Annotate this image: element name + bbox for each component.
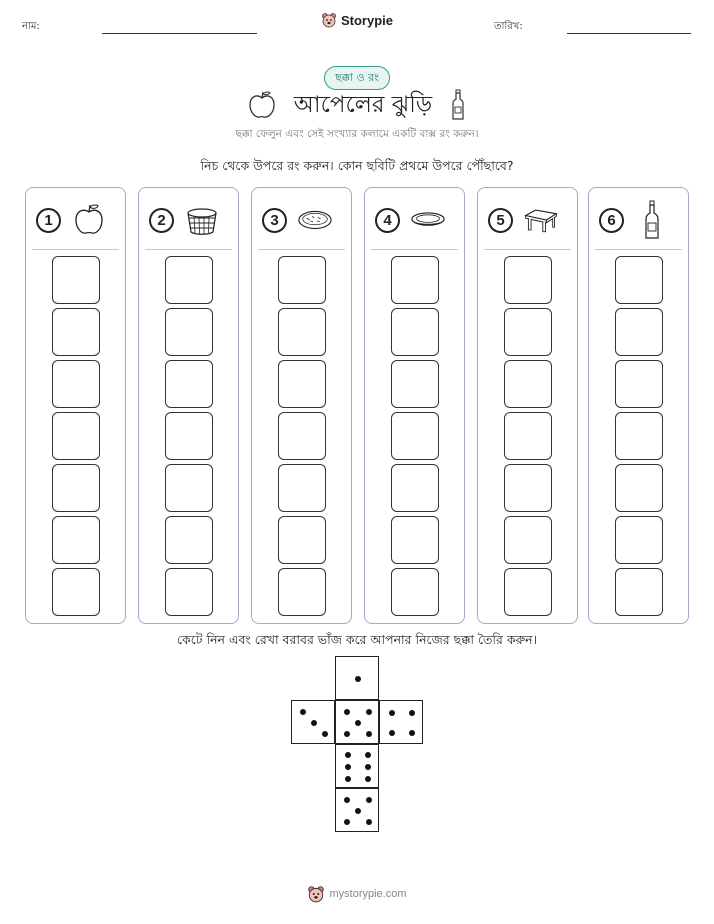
color-box[interactable] <box>278 464 326 512</box>
color-box[interactable] <box>504 464 552 512</box>
color-box[interactable] <box>165 256 213 304</box>
color-box[interactable] <box>278 256 326 304</box>
column-6 <box>588 187 689 624</box>
name-label: নাম: <box>22 21 40 32</box>
column-header <box>36 200 117 240</box>
color-box[interactable] <box>615 256 663 304</box>
column-number: 4 <box>375 208 400 233</box>
bottle-icon <box>634 202 670 238</box>
color-box[interactable] <box>615 464 663 512</box>
bottle-outline-icon <box>450 89 466 121</box>
die-face-5-bottom <box>335 788 379 832</box>
color-box[interactable] <box>278 308 326 356</box>
color-box[interactable] <box>278 412 326 460</box>
color-box[interactable] <box>165 464 213 512</box>
color-box[interactable] <box>391 360 439 408</box>
color-box[interactable] <box>615 516 663 564</box>
stool-icon <box>523 202 559 238</box>
color-box[interactable] <box>52 308 100 356</box>
color-box[interactable] <box>52 568 100 616</box>
color-box[interactable] <box>52 256 100 304</box>
color-box[interactable] <box>391 568 439 616</box>
basket-icon <box>184 202 220 238</box>
date-line <box>567 33 691 34</box>
column-4 <box>364 187 465 624</box>
bear-icon <box>321 12 337 28</box>
column-number: 6 <box>599 208 624 233</box>
pie-icon <box>297 202 333 238</box>
brand-name: Storypie <box>340 12 393 28</box>
pie-dish-icon <box>410 202 446 238</box>
column-header <box>149 200 230 240</box>
color-box[interactable] <box>504 360 552 408</box>
cut-instruction: কেটে নিন এবং রেখা বরাবর ভাঁজ করে আপনার নিজের ছক্কা তৈরি করুন। <box>176 632 538 647</box>
color-box[interactable] <box>165 412 213 460</box>
subtitle: ছক্কা ফেলুন এবং সেই সংখ্যার কলামে একটি বাক্স রং করুন। <box>235 128 479 140</box>
die-face-4 <box>379 700 423 744</box>
apple-outline-icon <box>248 90 276 120</box>
color-box[interactable] <box>504 256 552 304</box>
color-box[interactable] <box>391 464 439 512</box>
column-header <box>488 200 569 240</box>
color-box[interactable] <box>391 412 439 460</box>
color-box[interactable] <box>615 568 663 616</box>
column-header <box>375 200 456 240</box>
race-columns <box>25 187 689 624</box>
die-face-6 <box>335 744 379 788</box>
brand-logo <box>0 12 714 28</box>
title-row <box>0 88 714 122</box>
color-box[interactable] <box>615 308 663 356</box>
column-1 <box>25 187 126 624</box>
apple-icon <box>71 202 107 238</box>
name-line <box>102 33 257 34</box>
instruction: নিচ থেকে উপরে রং করুন। কোন ছবিটি প্রথমে উপরে পৌঁছাবে? <box>200 158 514 173</box>
color-box[interactable] <box>165 516 213 564</box>
column-header <box>599 200 680 240</box>
color-box[interactable] <box>391 516 439 564</box>
column-2 <box>138 187 239 624</box>
column-number: 2 <box>149 208 174 233</box>
column-number: 3 <box>262 208 287 233</box>
color-box[interactable] <box>165 308 213 356</box>
column-number: 5 <box>488 208 513 233</box>
bear-icon <box>307 885 325 903</box>
color-box[interactable] <box>52 412 100 460</box>
color-box[interactable] <box>615 412 663 460</box>
game-type-badge: ছক্কা ও রং <box>324 66 390 90</box>
column-3 <box>251 187 352 624</box>
color-box[interactable] <box>391 256 439 304</box>
date-label: তারিখ: <box>494 21 523 32</box>
die-face-1 <box>335 656 379 700</box>
page-title: আপেলের ঝুড়ি <box>293 91 433 118</box>
color-box[interactable] <box>504 516 552 564</box>
die-face-3 <box>291 700 335 744</box>
color-box[interactable] <box>278 568 326 616</box>
color-box[interactable] <box>504 412 552 460</box>
column-number: 1 <box>36 208 61 233</box>
footer <box>0 885 714 903</box>
color-box[interactable] <box>165 568 213 616</box>
color-box[interactable] <box>165 360 213 408</box>
column-header <box>262 200 343 240</box>
color-box[interactable] <box>52 360 100 408</box>
color-box[interactable] <box>278 360 326 408</box>
color-box[interactable] <box>52 516 100 564</box>
footer-url[interactable]: mystorypie.com <box>329 888 407 900</box>
color-box[interactable] <box>504 568 552 616</box>
color-box[interactable] <box>52 464 100 512</box>
color-box[interactable] <box>391 308 439 356</box>
color-box[interactable] <box>278 516 326 564</box>
column-5 <box>477 187 578 624</box>
color-box[interactable] <box>504 308 552 356</box>
color-box[interactable] <box>615 360 663 408</box>
die-face-5 <box>335 700 379 744</box>
